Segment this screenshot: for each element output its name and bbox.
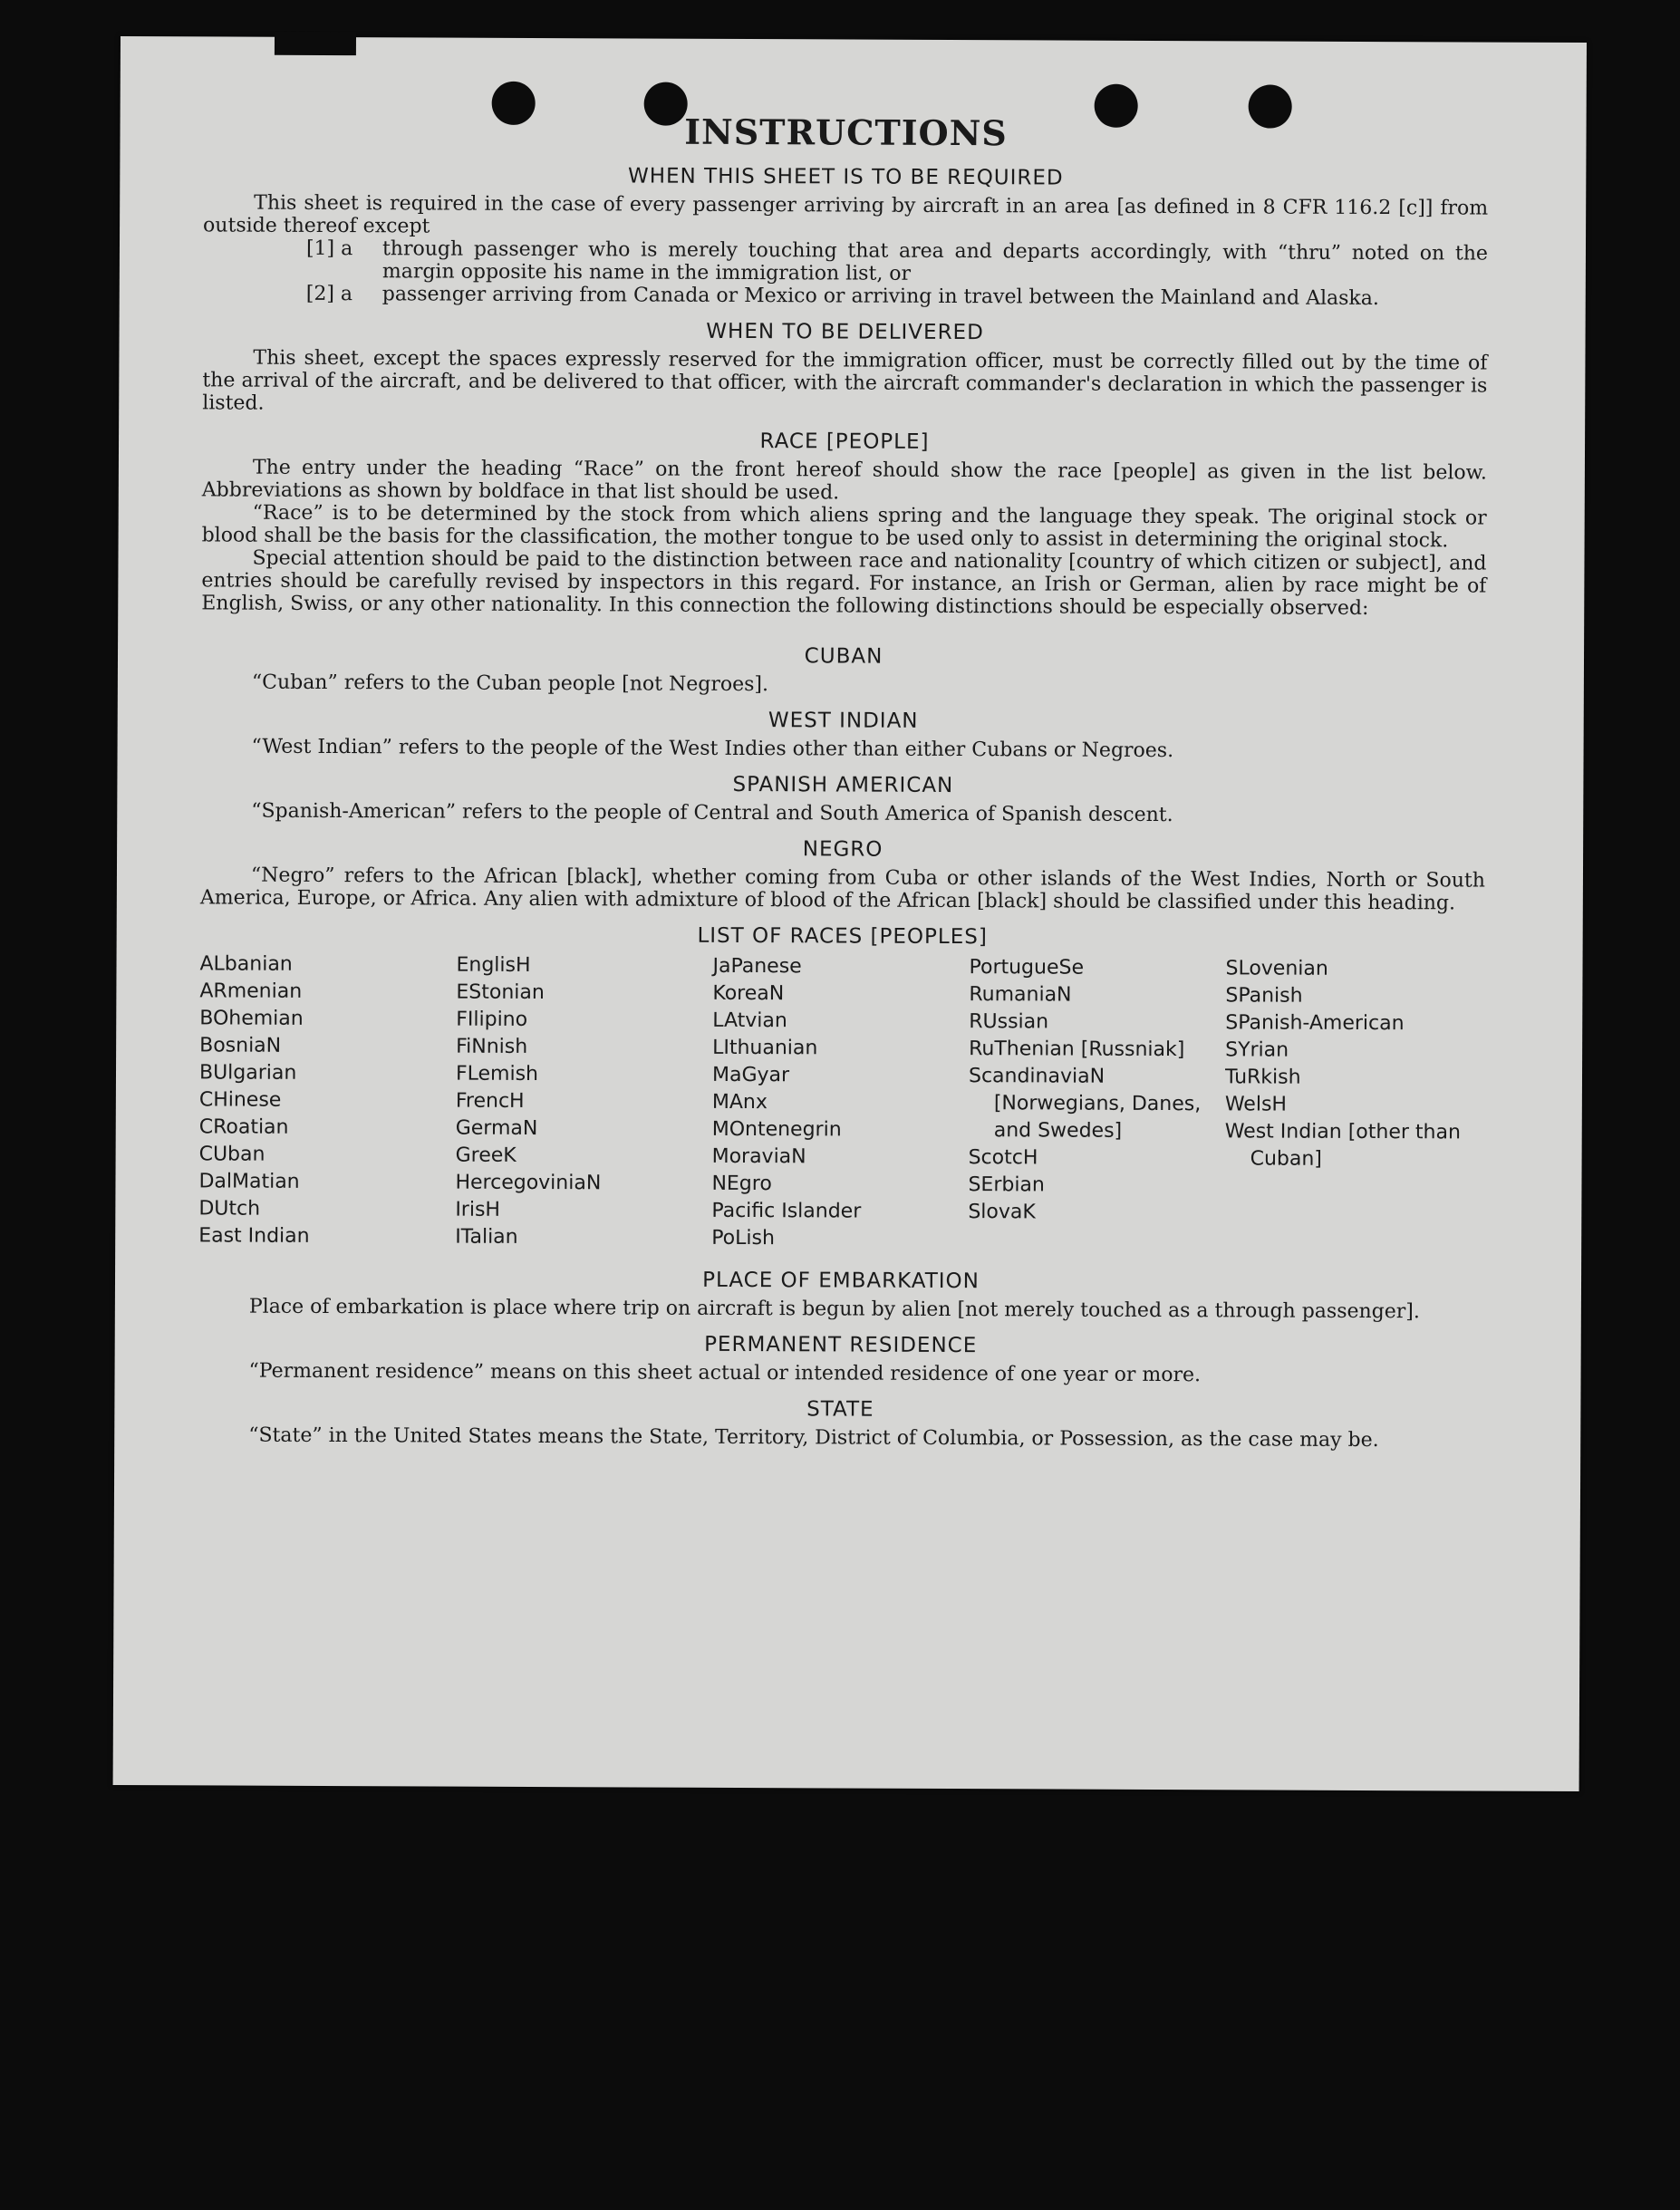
heading-race: RACE [PEOPLE] (759, 429, 930, 454)
west-indian-text: “West Indian” refers to the people of the West Indies other than either Cubans or Negroes. (251, 735, 1174, 763)
negro-text: “Negro” refers to the African [black], whether coming from Cuba or other islands of the West Indies, North or South America, Europe, or Africa. Any alien with admixture of blood of the African [black] should be classified under this heading. (199, 864, 1486, 915)
document-sheet (113, 36, 1587, 1791)
heading-west-indian: WEST INDIAN (768, 709, 919, 733)
heading-spanish-american: SPANISH AMERICAN (732, 772, 954, 798)
cuban-text: “Cuban” refers to the Cuban people [not Negroes]. (251, 671, 769, 697)
races-column (455, 952, 712, 1252)
embarkation-text: Place of embarkation is place where trip on aircraft is begun by alien [not merely touched as a through passenger]. (248, 1295, 1420, 1324)
race-item: BosniaN (199, 1034, 282, 1057)
heading-list-of-races: LIST OF RACES [PEOPLES] (697, 923, 988, 950)
race-item: FiNnish (456, 1035, 528, 1058)
race-item: IrisH (455, 1198, 501, 1221)
race-item: ITalian (455, 1225, 518, 1249)
race-item: DalMatian (198, 1170, 300, 1193)
race-item: EStonian (456, 980, 545, 1005)
race-item: WelsH (1224, 1093, 1288, 1116)
heading-state: STATE (806, 1397, 874, 1422)
exception-number: [2] a (305, 282, 353, 306)
heading-embarkation: PLACE OF EMBARKATION (702, 1268, 980, 1294)
heading-cuban: CUBAN (804, 644, 883, 669)
race-item: GermaN (455, 1116, 538, 1141)
race-paragraph-2: “Race” is to be determined by the stock from which aliens spring and the language they speak. The original stock or blood shall be the basis for the classification, the mother tongue to be used only to assist in determining the original stock. (201, 501, 1487, 553)
race-item: MoraviaN (711, 1144, 806, 1169)
race-item: ALbanian (199, 952, 293, 976)
state-text: “State” in the United States means the State, Territory, District of Columbia, or Possession, as the case may be. (248, 1423, 1379, 1452)
document-content (198, 109, 1488, 1452)
race-item: MaGyar (711, 1063, 790, 1087)
race-item: ScotcH (968, 1146, 1038, 1170)
races-column (1224, 955, 1482, 1255)
race-item: FIlipino (456, 1008, 528, 1031)
race-item: SErbian (968, 1173, 1045, 1197)
race-item: GreeK (455, 1144, 517, 1167)
race-item: HercegoviniaN (455, 1171, 602, 1195)
race-item: NEgro (711, 1172, 772, 1196)
races-column (198, 951, 456, 1250)
race-item: BOhemian (199, 1007, 304, 1030)
heading-required: WHEN THIS SHEET IS TO BE REQUIRED (627, 164, 1064, 190)
race-item: FrencH (455, 1089, 525, 1113)
exception-number: [1] a (305, 236, 353, 261)
race-item: SPanish (1225, 984, 1303, 1008)
race-item: West Indian [other than Cuban] (1224, 1120, 1461, 1171)
race-item: CRoatian (198, 1115, 289, 1139)
race-item: CUban (198, 1143, 266, 1166)
race-item: ARmenian (199, 980, 303, 1003)
race-item: JaPanese (712, 954, 802, 979)
race-item: SPanish-American (1225, 1011, 1405, 1036)
heading-delivered: WHEN TO BE DELIVERED (706, 319, 984, 345)
race-item: SYrian (1225, 1038, 1289, 1062)
race-item: ScandinaviaN [Norwegians, Danes, and Swedes] (968, 1065, 1202, 1143)
required-intro: This sheet is required in the case of every passenger arriving by aircraft in an area [as defined in 8 CFR 116.2 [c]] from outside thereof except (203, 191, 1489, 238)
race-item: RuThenian [Russniak] (969, 1037, 1185, 1062)
race-item: SlovaK (968, 1201, 1036, 1224)
sheet-tab-notch (275, 32, 356, 55)
race-item: EnglisH (456, 953, 531, 977)
race-paragraph-1: The entry under the heading “Race” on the front hereof should show the race [people] as given in the list below. Abbreviations as shown by boldface in that list should be used. (201, 456, 1487, 505)
races-column (711, 953, 969, 1253)
race-item: MAnx (711, 1090, 768, 1115)
race-item: PoLish (711, 1226, 775, 1250)
exception-item (203, 236, 1488, 287)
race-item: MOntenegrin (711, 1117, 842, 1142)
race-item: KoreaN (712, 981, 785, 1006)
exception-item (203, 282, 1488, 310)
race-item: DUtch (198, 1197, 261, 1221)
page-title: INSTRUCTIONS (684, 111, 1008, 154)
exception-text: passenger arriving from Canada or Mexico or arriving in travel between the Mainland and Alaska. (381, 283, 1379, 311)
races-column (968, 954, 1225, 1254)
race-paragraph-3: Special attention should be paid to the distinction between race and nationality [country of which citizen or subject], and entries should be carefully revised by inspectors in this regard. For instance, an Irish or German, alien by race might be of English, Swiss, or any other nationality. In this connection the following distinctions should be especially observed: (201, 546, 1487, 621)
race-item: SLovenian (1225, 957, 1328, 980)
race-item: PortugueSe (969, 956, 1085, 980)
race-item: LAtvian (712, 1008, 787, 1033)
residence-text: “Permanent residence” means on this sheet actual or intended residence of one year or more. (248, 1359, 1202, 1387)
heading-residence: PERMANENT RESIDENCE (704, 1332, 978, 1358)
race-item: BUlgarian (198, 1061, 297, 1085)
race-item: RumaniaN (969, 983, 1072, 1007)
spanish-american-text: “Spanish-American” refers to the people of Central and South America of Spanish descent. (251, 799, 1173, 827)
race-item: CHinese (198, 1088, 282, 1112)
race-item: TuRkish (1224, 1066, 1301, 1089)
exception-list (203, 236, 1488, 310)
exception-text: through passenger who is merely touching that area and departs accordingly, with “thru” noted on the margin opposite his name in the immigration list, or (381, 237, 1489, 285)
race-item: LIthuanian (712, 1036, 818, 1060)
race-item: FLemish (455, 1062, 539, 1086)
race-item: RUssian (969, 1010, 1049, 1034)
race-item: Pacific Islander (711, 1199, 862, 1223)
delivered-text: This sheet, except the spaces expressly reserved for the immigration officer, must be correctly filled out by the time of the arrival of the aircraft, and be delivered to that officer, with the aircraft commander's declaration in which the passenger is listed. (202, 346, 1488, 415)
races-list (198, 951, 1484, 1255)
race-item: East Indian (198, 1224, 310, 1248)
heading-negro: NEGRO (802, 837, 883, 862)
